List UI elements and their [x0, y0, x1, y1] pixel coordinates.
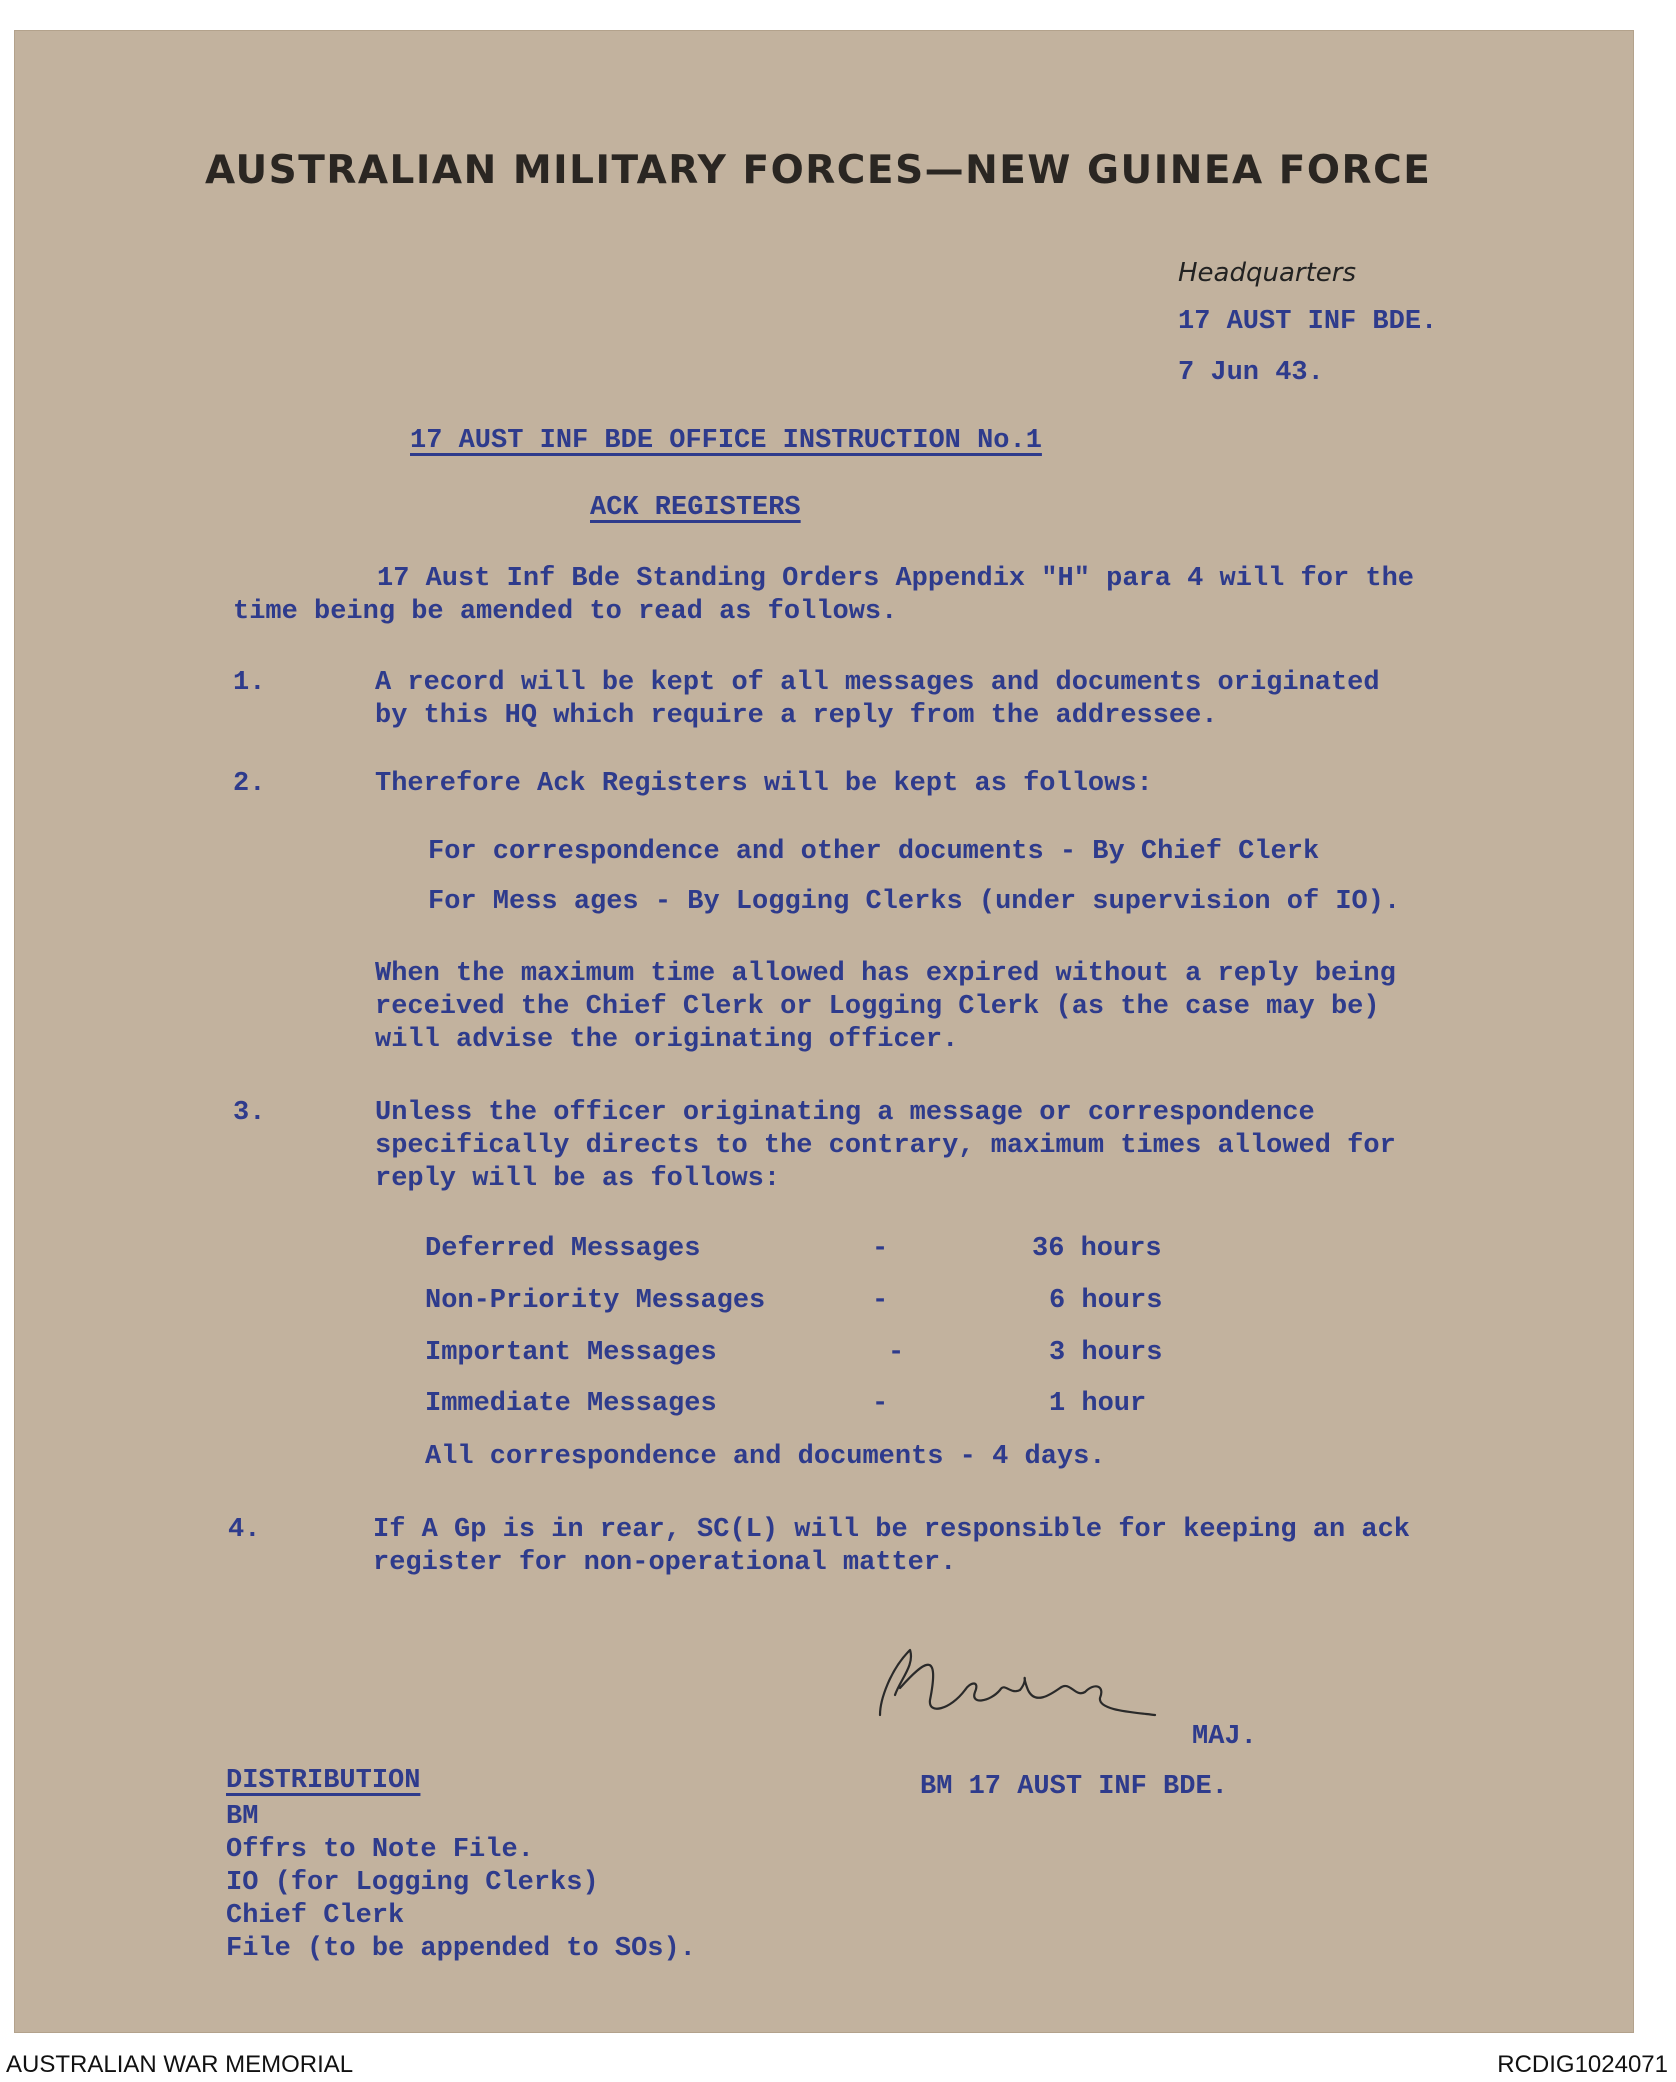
distribution-heading: DISTRIBUTION — [226, 1766, 421, 1796]
para-2-line-1: Therefore Ack Registers will be kept as follows: — [375, 769, 1153, 799]
time-row-dash: - — [888, 1338, 905, 1368]
para-3-line-1: Unless the officer originating a message or correspondence — [375, 1098, 1315, 1128]
para-4-line-1: If A Gp is in rear, SC(L) will be responsible for keeping an ack — [373, 1515, 1410, 1545]
time-row-dash: - — [872, 1234, 889, 1264]
para-2-item-2: For Mess ages - By Logging Clerks (under supervision of IO). — [428, 887, 1401, 917]
document-subtitle: ACK REGISTERS — [590, 493, 801, 523]
para-3-number: 3. — [233, 1098, 266, 1128]
time-row-dash: - — [872, 1286, 889, 1316]
para-2-note-line-2: received the Chief Clerk or Logging Clerk (as the case may be) — [375, 992, 1380, 1022]
signature-title: BM 17 AUST INF BDE. — [920, 1772, 1228, 1802]
time-row-label: Important Messages — [425, 1338, 717, 1368]
header-unit: 17 AUST INF BDE. — [1178, 307, 1438, 337]
footer-record-id: RCDIG1024071 — [1497, 2051, 1668, 2078]
para-1-line-1: A record will be kept of all messages and documents originated — [375, 668, 1380, 698]
para-2-note-line-1: When the maximum time allowed has expired without a reply being — [375, 959, 1396, 989]
para-4-line-2: register for non-operational matter. — [373, 1548, 957, 1578]
letterhead: AUSTRALIAN MILITARY FORCES—NEW GUINEA FORCE — [205, 148, 1432, 193]
distribution-item: Offrs to Note File. — [226, 1835, 534, 1865]
time-row-value: 3 hours — [1049, 1338, 1163, 1368]
time-row-value: 6 hours — [1049, 1286, 1163, 1316]
para-1-number: 1. — [233, 668, 266, 698]
para-2-note-line-3: will advise the originating officer. — [375, 1025, 959, 1055]
headquarters-label: Headquarters — [1178, 258, 1357, 288]
para-2-number: 2. — [233, 769, 266, 799]
para-3-line-3: reply will be as follows: — [375, 1164, 781, 1194]
para-1-line-2: by this HQ which require a reply from the addressee. — [375, 701, 1218, 731]
para-2-item-1: For correspondence and other documents - By Chief Clerk — [428, 837, 1320, 867]
time-row-label: Immediate Messages — [425, 1389, 717, 1419]
time-row-label: Non-Priority Messages — [425, 1286, 766, 1316]
time-all-documents: All correspondence and documents - 4 days. — [425, 1442, 1106, 1472]
distribution-item: BM — [226, 1802, 259, 1832]
document-title: 17 AUST INF BDE OFFICE INSTRUCTION No.1 — [410, 426, 1042, 456]
distribution-item: IO (for Logging Clerks) — [226, 1868, 599, 1898]
time-row-value: 36 hours — [1032, 1234, 1162, 1264]
intro-line-1: 17 Aust Inf Bde Standing Orders Appendix "H" para 4 will for the — [377, 564, 1414, 594]
distribution-item: Chief Clerk — [226, 1901, 405, 1931]
time-row-value: 1 hour — [1049, 1389, 1147, 1419]
header-date: 7 Jun 43. — [1178, 358, 1324, 388]
handwritten-signature — [870, 1620, 1170, 1740]
intro-line-2: time being be amended to read as follows. — [233, 597, 898, 627]
signature-rank: MAJ. — [1192, 1722, 1257, 1752]
para-4-number: 4. — [228, 1515, 261, 1545]
footer-archive-name: AUSTRALIAN WAR MEMORIAL — [6, 2051, 354, 2078]
distribution-item: File (to be appended to SOs). — [226, 1934, 696, 1964]
time-row-dash: - — [872, 1389, 889, 1419]
time-row-label: Deferred Messages — [425, 1234, 701, 1264]
para-3-line-2: specifically directs to the contrary, maximum times allowed for — [375, 1131, 1396, 1161]
